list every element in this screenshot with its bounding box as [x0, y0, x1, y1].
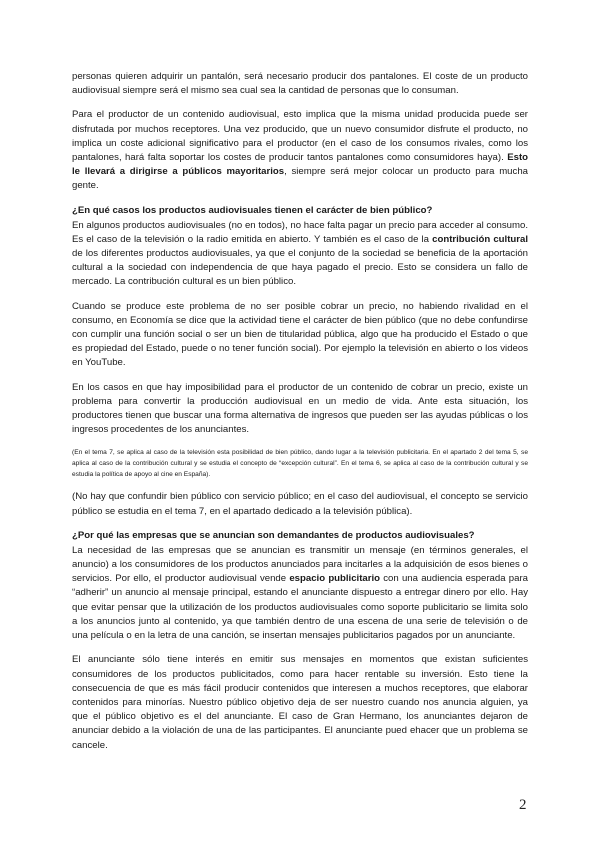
paragraph-3 [72, 219, 528, 290]
paragraph-3-bold: contribución cultural [432, 233, 528, 245]
paragraph-7-bold: espacio publicitario [289, 573, 381, 585]
paragraph-4: Cuando se produce este problema de no ser posible cobrar un precio, no habiendo rivalidad en el consumo, en Economía se dice que la actividad tiene el carácter de bien público (que no debe confundirse con cumplir una función social o ser un bien de titularidad pública, algo que ha producido el Estado o que es propiedad del Estado, puede o no tener función social). Por ejemplo la televisión en abierto o los videos en YouTube. [72, 300, 528, 369]
paragraph-7-text-a: La necesidad de las empresas que se anuncian es transmitir un mensaje (en términos generales, el anuncio) a los consumidores de los productos anunciados para incitarles a la adquisición de esos bienes o servicios. Por ello, el productor audiovisual vende [72, 544, 528, 585]
paragraph-2-text-b: , siempre será mejor colocar un producto para mucha gente. [72, 166, 528, 192]
paragraph-3-text-b: de los diferentes productos audiovisuales, ya que el conjunto de la sociedad se beneficia de la aportación cultural a la sociedad con independencia de que haya pagado el precio. Esto se considera un fallo de mercado. La contribución cultural es un bien público. [72, 248, 528, 288]
paragraph-7-text-b: con una audiencia esperada para “adherir” un anuncio al mensaje principal, estando el anunciante dispuesto a entregar dinero por ello. Hay que evitar pensar que la utilización de los productos audiovisuales como soporte publicitario se limita solo a los anuncios junto al contenido, ya que también dentro de una escena de una serie de televisión o de una película o en la letra de una canción, se insertan mensajes publicitarios pagados por un anunciante. [72, 573, 528, 642]
section-heading-public-good: ¿En qué casos los productos audiovisuales tienen el carácter de bien público? [72, 204, 433, 216]
paragraph-6: (No hay que confundir bien público con servicio público; en el caso del audiovisual, el concepto se servicio público se estudia en el tema 7, en el apartado dedicado a la televisión pública). [72, 491, 528, 517]
paragraph-8: El anunciante sólo tiene interés en emitir sus mensajes en momentos que existan suficientes consumidores de los productos publicitados, como para hacer rentable su inversión. Esto tiene la consecuencia de que es más fácil producir contenidos que interesen a muchos receptores, que elaborar contenidos para minorías. Nuestro público objetivo deja de ser nuestro cuando nos anuncia alguien, ya que el público objetivo es el del anunciante. El caso de Gran Hermano, los anunciantes dejaron de anunciar debido a la violación de una de las participantes. El anunciante pued ehacer que un problema se cancele. [72, 654, 528, 751]
section-heading-advertisers: ¿Por qué las empresas que se anuncian son demandantes de productos audiovisuales? [72, 529, 475, 541]
paragraph-2-text-a: Para el productor de un contenido audiovisual, esto implica que la misma unidad producida puede ser disfrutada por muchos receptores. Una vez producido, que un nuevo consumidor disfrute el producto, no implica un coste adicional significativo para el productor (en el caso de los consumos rivales, como los pantalones, hará falta soportar los costes de producir tantos pantalones como consumidores haya). [72, 109, 528, 164]
page-body [72, 70, 528, 763]
paragraph-1: personas quieren adquirir un pantalón, será necesario producir dos pantalones. El coste de un producto audiovisual siempre será el mismo sea cual sea la cantidad de personas que lo consuman. [72, 71, 528, 97]
paragraph-3-text-a: En algunos productos audiovisuales (no en todos), no hace falta pagar un precio para acceder al consumo. Es el caso de la televisión o la radio emitida en abierto. Y también es el caso de la [72, 219, 528, 245]
paragraph-2-bold: Esto le llevará a dirigirse a públicos mayoritarios [72, 152, 528, 178]
paragraph-2 [72, 108, 528, 193]
paragraph-5: En los casos en que hay imposibilidad para el productor de un contenido de cobrar un precio, existe un problema para convertir la producción audiovisual en un medio de vida. Ante esta situación, los productores tienen que buscar una forma alternativa de ingresos que pueden ser las ayudas públicas o los ingresos procedentes de los anunciantes. [72, 381, 528, 436]
paragraph-7 [72, 544, 528, 643]
page-number: 2 [519, 797, 527, 813]
note-paragraph: (En el tema 7, se aplica al caso de la televisión esta posibilidad de bien público, dando lugar a la televisión publicitaria. En el apartado 2 del tema 5, se aplica al caso de la contribución cultural y se estudia el concepto de “excepción cultural”. En el tema 6, se aplica al caso de la contribución cultural y se estudia la política de apoyo al cine en España). [72, 449, 528, 479]
